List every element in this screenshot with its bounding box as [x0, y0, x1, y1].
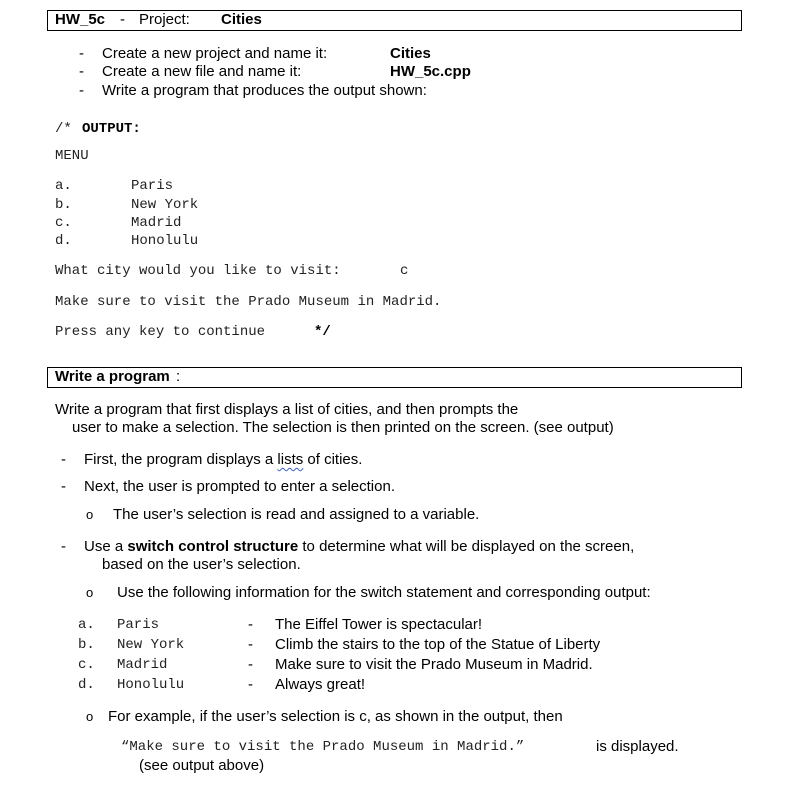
- step-second-sub: The user’s selection is read and assigned to a variable.: [113, 506, 480, 523]
- step-dash: -: [61, 538, 66, 555]
- setup-item: Create a new project and name it:: [102, 45, 328, 62]
- city-prompt: What city would you like to visit:: [55, 263, 341, 279]
- menu-key: c.: [55, 215, 72, 231]
- table-dash: -: [248, 616, 253, 633]
- example-tail: is displayed.: [596, 738, 679, 755]
- table-message: Always great!: [275, 676, 366, 693]
- step-third-post: to determine what will be displayed on the screen,: [298, 538, 635, 555]
- table-message: Climb the stairs to the top of the Statue of Liberty: [275, 636, 601, 653]
- step-third-sub: Use the following information for the switch statement and corresponding output:: [117, 584, 651, 601]
- circle-bullet: o: [86, 507, 94, 522]
- user-input: c: [400, 263, 409, 279]
- menu-city: Madrid: [131, 215, 182, 231]
- example-quote: “Make sure to visit the Prado Museum in Madrid.”: [121, 739, 525, 755]
- example-line: For example, if the user’s selection is c, as shown in the output, then: [108, 708, 563, 725]
- section-title: Write a program: [55, 368, 170, 385]
- section-colon: :: [176, 368, 181, 385]
- step-second: Next, the user is prompted to enter a selection.: [84, 478, 395, 495]
- menu-key: b.: [55, 197, 72, 213]
- output-label: OUTPUT:: [82, 121, 141, 137]
- setup-item-value: Cities: [390, 45, 431, 62]
- header-dash: -: [120, 11, 125, 28]
- comment-open: /*: [55, 121, 72, 137]
- setup-bullet: -: [79, 82, 84, 99]
- comment-close: */: [314, 324, 331, 340]
- table-key: a.: [78, 617, 95, 633]
- table-city: New York: [117, 637, 185, 653]
- table-message: Make sure to visit the Prado Museum in Madrid.: [275, 656, 593, 673]
- table-city: Madrid: [117, 657, 168, 673]
- table-key: c.: [78, 657, 95, 673]
- circle-bullet: o: [86, 709, 94, 724]
- menu-city: Honolulu: [131, 233, 199, 249]
- setup-item: Write a program that produces the output shown:: [102, 82, 427, 99]
- table-city: Honolulu: [117, 677, 185, 693]
- menu-city: Paris: [131, 178, 174, 194]
- press-key-line: Press any key to continue: [55, 324, 266, 340]
- menu-city: New York: [131, 197, 199, 213]
- step-third: [84, 538, 634, 555]
- step-third-pre: Use a: [84, 538, 128, 555]
- step-dash: -: [61, 451, 66, 468]
- table-dash: -: [248, 676, 253, 693]
- table-dash: -: [248, 656, 253, 673]
- menu-title: MENU: [55, 148, 89, 164]
- setup-bullet: -: [79, 45, 84, 62]
- table-dash: -: [248, 636, 253, 653]
- table-message: The Eiffel Tower is spectacular!: [275, 616, 483, 633]
- table-city: Paris: [117, 617, 160, 633]
- step-third-line2: based on the user’s selection.: [102, 556, 301, 573]
- hw-number: HW_5c: [55, 11, 106, 28]
- description-line: user to make a selection. The selection is then printed on the screen. (see output): [72, 419, 614, 436]
- circle-bullet: o: [86, 585, 94, 600]
- project-name: Cities: [221, 11, 262, 28]
- step-dash: -: [61, 478, 66, 495]
- step-first: [84, 451, 362, 468]
- example-note: (see output above): [139, 757, 265, 774]
- menu-key: d.: [55, 233, 72, 249]
- setup-item: Create a new file and name it:: [102, 63, 302, 80]
- table-key: d.: [78, 677, 95, 693]
- step-first-pre: First, the program displays a: [84, 451, 278, 468]
- description-line: Write a program that first displays a list of cities, and then prompts the: [55, 401, 519, 418]
- menu-key: a.: [55, 178, 72, 194]
- table-key: b.: [78, 637, 95, 653]
- setup-item-value: HW_5c.cpp: [390, 63, 471, 80]
- step-first-word: lists: [277, 451, 304, 468]
- setup-bullet: -: [79, 63, 84, 80]
- result-line: Make sure to visit the Prado Museum in Madrid.: [55, 294, 442, 310]
- step-third-bold: switch control structure: [127, 538, 299, 555]
- project-label: Project:: [139, 11, 190, 28]
- step-first-post: of cities.: [303, 451, 363, 468]
